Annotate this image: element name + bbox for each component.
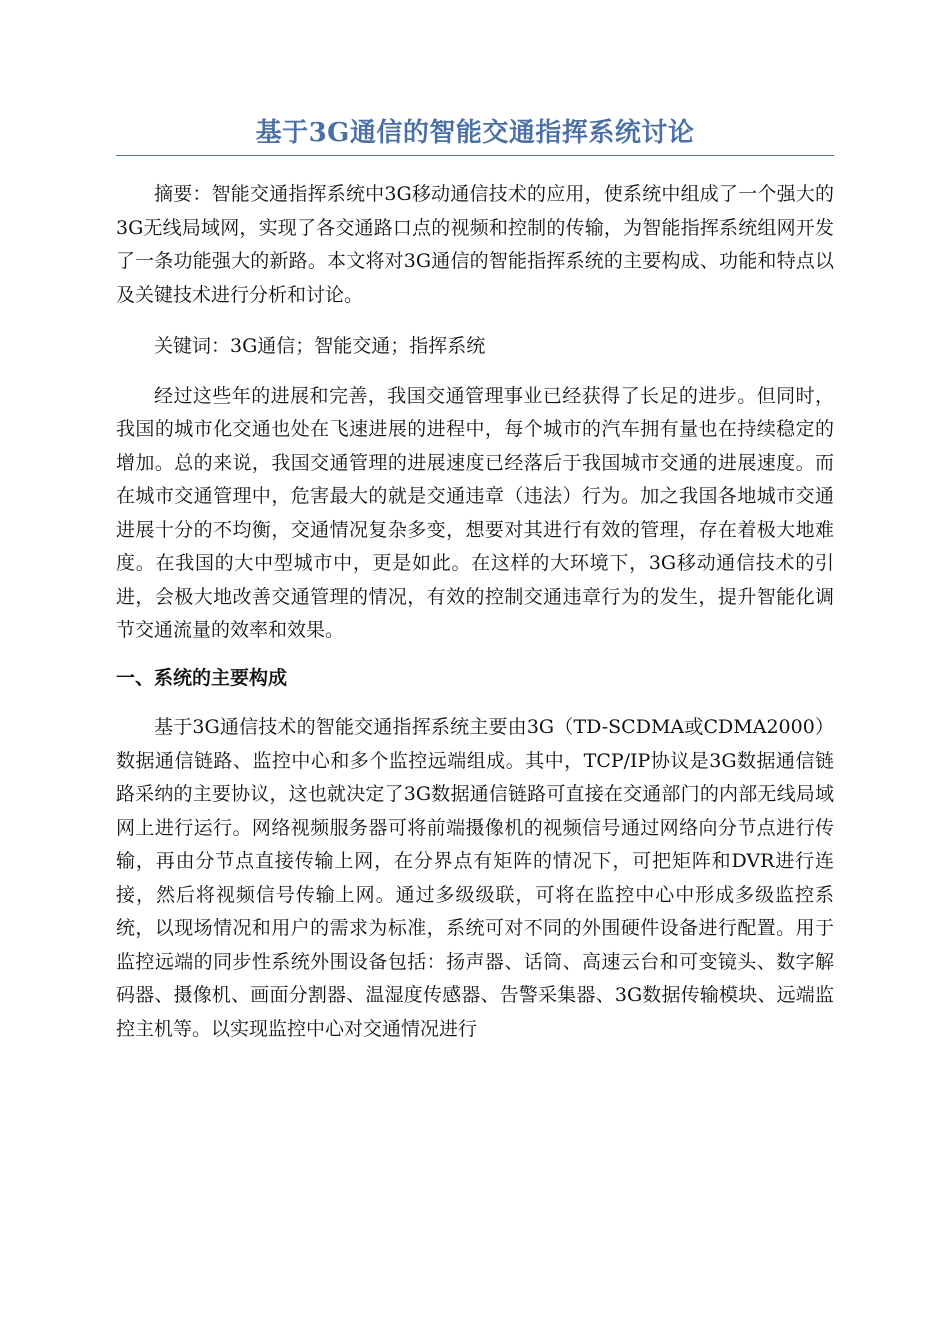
keywords-paragraph: 关键词：3G通信；智能交通；指挥系统: [154, 335, 486, 357]
section-heading: 一、系统的主要构成: [116, 666, 288, 689]
document-title: 基于3G通信的智能交通指挥系统讨论: [116, 115, 834, 156]
section-body-paragraph: 基于3G通信技术的智能交通指挥系统主要由3G（TD-SCDMA或CDMA2000）数据通信链路、监控中心和多个监控远端组成。其中，TCP/IP协议是3G数据通信链路采纳的主要协议，这也就决定了3G数据通信链路可直接在交通部门的内部无线局域网上进行运行。网络视频服务器可将前端摄像机的视频信号通过网络向分节点进行传输，再由分节点直接传输上网，在分界点有矩阵的情况下，可把矩阵和DVR进行连接，然后将视频信号传输上网。通过多级级联，可将在监控中心中形成多级监控系统，以现场情况和用户的需求为标准，系统可对不同的外围硬件设备进行配置。用于监控远端的同步性系统外围设备包括：扬声器、话筒、高速云台和可变镜头、数字解码器、摄像机、画面分割器、温湿度传感器、告警采集器、3G数据传输模块、远端监控主机等。以实现监控中心对交通情况进行: [116, 716, 834, 1040]
abstract-paragraph: 摘要：智能交通指挥系统中3G移动通信技术的应用，使系统中组成了一个强大的3G无线局域网，实现了各交通路口点的视频和控制的传输，为智能指挥系统组网开发了一条功能强大的新路。本文将对3G通信的智能指挥系统的主要构成、功能和特点以及关键技术进行分析和讨论。: [116, 183, 834, 306]
intro-paragraph: 经过这些年的进展和完善，我国交通管理事业已经获得了长足的进步。但同时，我国的城市化交通也处在飞速进展的进程中，每个城市的汽车拥有量也在持续稳定的增加。总的来说，我国交通管理的进展速度已经落后于我国城市交通的进展速度。而在城市交通管理中，危害最大的就是交通违章（违法）行为。加之我国各地城市交通进展十分的不均衡，交通情况复杂多变，想要对其进行有效的管理，存在着极大地难度。在我国的大中型城市中，更是如此。在这样的大环境下，3G移动通信技术的引进，会极大地改善交通管理的情况，有效的控制交通违章行为的发生，提升智能化调节交通流量的效率和效果。: [116, 384, 834, 641]
